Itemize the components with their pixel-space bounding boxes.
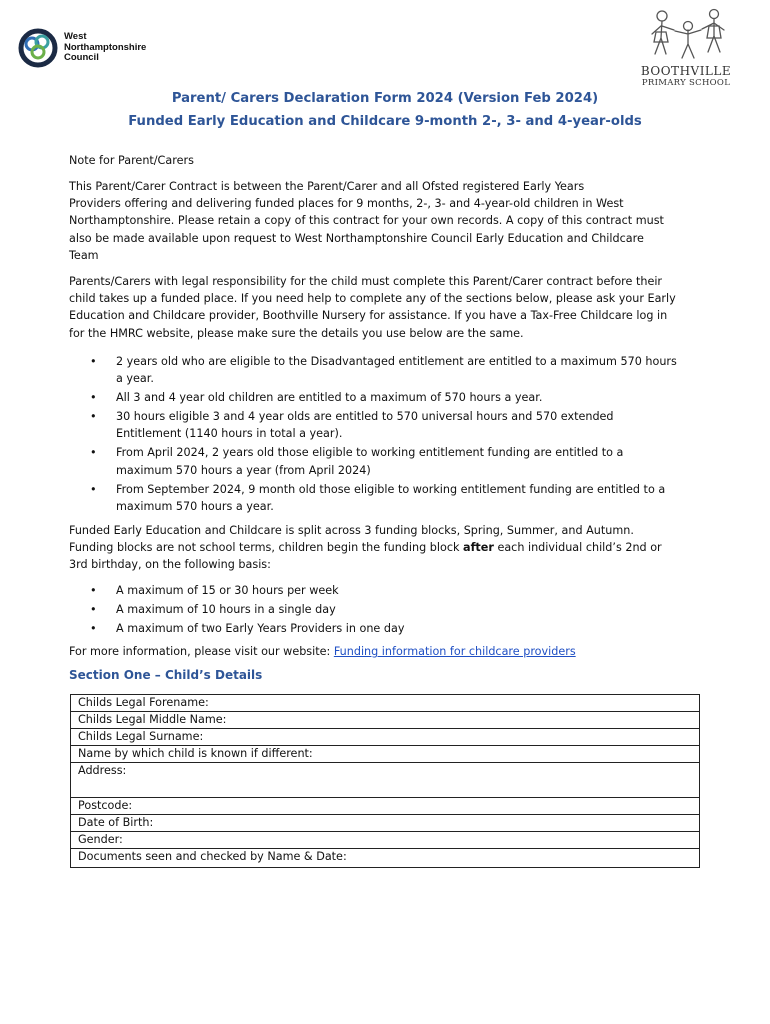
bullet-icon: • <box>90 603 97 616</box>
funding-info-link[interactable]: Funding information for childcare providers <box>333 645 576 658</box>
list-item-line: From September 2024, 9 month old those eligible to working entitlement funding are entitled to a <box>116 482 666 496</box>
bullet-icon: • <box>90 482 97 496</box>
council-name-line2: Northamptonshire <box>64 41 147 53</box>
council-name-line1: West <box>64 31 87 43</box>
bullet-icon: • <box>90 584 97 597</box>
paragraph-line: also be made available upon request to West Northamptonshire Council Early Education and Childcare <box>69 231 644 245</box>
bullet-icon: • <box>90 391 97 405</box>
list-item <box>90 601 710 618</box>
list-item-line: A maximum of two Early Years Providers in one day <box>116 622 405 635</box>
paragraph-line: 3rd birthday, on the following basis: <box>69 558 271 572</box>
documents-checked-field[interactable]: Documents seen and checked by Name & Date: <box>71 849 700 868</box>
school-logo <box>630 8 742 90</box>
children-holding-hands-icon <box>644 8 732 64</box>
list-item <box>90 389 710 406</box>
forename-field[interactable]: Childs Legal Forename: <box>71 695 700 712</box>
list-item <box>90 582 710 599</box>
address-field[interactable]: Address: <box>71 763 700 798</box>
entitlement-list <box>90 353 710 517</box>
list-item <box>90 408 710 442</box>
table-row <box>71 763 700 798</box>
list-item <box>90 481 710 515</box>
table-row <box>71 746 700 763</box>
table-row <box>71 815 700 832</box>
more-info-text: For more information, please visit our website: <box>69 645 334 658</box>
list-item-line: a year. <box>116 372 154 386</box>
council-logo <box>18 28 146 68</box>
list-item-line: 2 years old who are eligible to the Disadvantaged entitlement are entitled to a maximum 570 hours <box>116 355 677 368</box>
bullet-icon: • <box>90 410 97 424</box>
list-item-line: A maximum of 10 hours in a single day <box>116 603 336 616</box>
list-item <box>90 353 710 387</box>
table-row <box>71 849 700 868</box>
paragraph-line: Northamptonshire. Please retain a copy of this contract for your own records. A copy of this contract must <box>69 214 664 228</box>
bullet-icon: • <box>90 622 97 635</box>
table-row <box>71 695 700 712</box>
list-item-line: A maximum of 15 or 30 hours per week <box>116 584 339 597</box>
paragraph-line: Funded Early Education and Childcare is split across 3 funding blocks, Spring, Summer, and Autumn. <box>69 524 634 537</box>
council-name-line3: Council <box>64 52 99 64</box>
child-details-table <box>70 694 700 868</box>
paragraph-text: each individual child’s 2nd or <box>493 541 662 555</box>
contract-paragraph <box>69 178 709 264</box>
middle-name-field[interactable]: Childs Legal Middle Name: <box>71 712 700 729</box>
paragraph-line: for the HMRC website, please make sure the details you use below are the same. <box>69 326 524 340</box>
list-item-line: Entitlement (1140 hours in total a year). <box>116 427 343 441</box>
school-name-line2: PRIMARY SCHOOL <box>641 78 731 88</box>
list-item-line: maximum 570 hours a year. <box>116 499 274 513</box>
paragraph-line: Team <box>69 248 99 262</box>
known-as-field[interactable]: Name by which child is known if different: <box>71 746 700 763</box>
more-info <box>69 643 709 660</box>
gender-field[interactable]: Gender: <box>71 832 700 849</box>
date-of-birth-field[interactable]: Date of Birth: <box>71 815 700 832</box>
table-row <box>71 729 700 746</box>
list-item <box>90 444 710 478</box>
postcode-field[interactable]: Postcode: <box>71 798 700 815</box>
paragraph-line: This Parent/Carer Contract is between the Parent/Carer and all Ofsted registered Early Years <box>69 180 585 193</box>
bullet-icon: • <box>90 355 97 368</box>
form-title: Parent/ Carers Declaration Form 2024 (Version Feb 2024) <box>171 91 599 106</box>
funding-blocks-paragraph <box>69 522 709 574</box>
list-item-line: maximum 570 hours a year (from April 2024) <box>116 463 371 477</box>
paragraph-text: Funding blocks are not school terms, children begin the funding block <box>69 541 464 555</box>
paragraph-line: child takes up a funded place. If you need help to complete any of the sections below, please ask your Early <box>69 292 676 306</box>
bullet-icon: • <box>90 446 97 460</box>
table-row <box>71 798 700 815</box>
list-item <box>90 620 710 637</box>
paragraph-line <box>69 539 709 556</box>
table-row <box>71 832 700 849</box>
council-emblem-icon <box>18 28 58 68</box>
list-item-line: From April 2024, 2 years old those eligible to working entitlement funding are entitled to a <box>116 446 624 460</box>
basis-list <box>90 582 710 639</box>
paragraph-line: Education and Childcare provider, Boothville Nursery for assistance. If you have a Tax-Free Childcare log in <box>69 309 668 323</box>
section-one-title: Section One – Child’s Details <box>69 668 263 682</box>
council-name <box>64 32 146 64</box>
note-heading: Note for Parent/Carers <box>69 154 194 167</box>
school-name-line1: BOOTHVILLE <box>640 64 732 78</box>
list-item-line: 30 hours eligible 3 and 4 year olds are entitled to 570 universal hours and 570 extended <box>116 410 614 424</box>
form-subtitle: Funded Early Education and Childcare 9-month 2-, 3- and 4-year-olds <box>128 114 642 129</box>
list-item-line: All 3 and 4 year old children are entitled to a maximum of 570 hours a year. <box>116 391 543 405</box>
responsibility-paragraph <box>69 273 709 342</box>
paragraph-line: Providers offering and delivering funded places for 9 months, 2-, 3- and 4-year-old children in West <box>69 197 624 211</box>
school-name <box>630 65 742 88</box>
emphasis-text: after <box>463 541 494 555</box>
table-row <box>71 712 700 729</box>
paragraph-line: Parents/Carers with legal responsibility for the child must complete this Parent/Carer contract before their <box>69 275 663 288</box>
surname-field[interactable]: Childs Legal Surname: <box>71 729 700 746</box>
